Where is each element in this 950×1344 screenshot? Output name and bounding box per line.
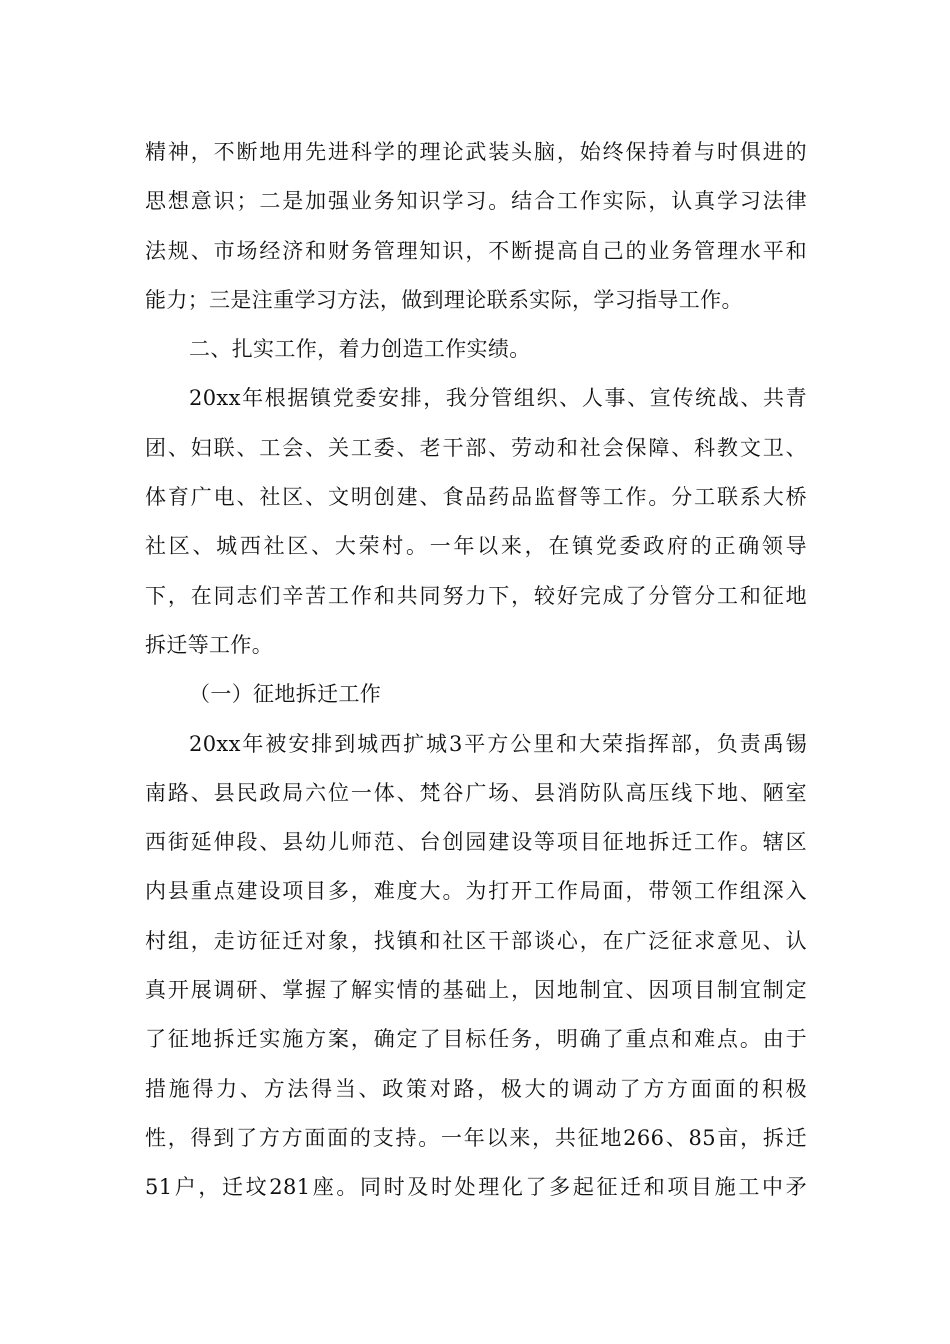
section-heading: 二、扎实工作，着力创造工作实绩。 [189, 337, 531, 362]
paragraph-line: 西街延伸段、县幼儿师范、台创园建设等项目征地拆迁工作。辖区 [145, 830, 807, 855]
paragraph-line: 精神，不断地用先进科学的理论武装头脑，始终保持着与时俱进的 [145, 140, 807, 164]
paragraph-line: 性，得到了方方面面的支持。一年以来，共征地266、85亩，拆迁 [145, 1125, 807, 1150]
paragraph-line: 51户，迁坟281座。同时及时处理化了多起征迁和项目施工中矛 [145, 1175, 807, 1200]
paragraph-line: 思想意识；二是加强业务知识学习。结合工作实际，认真学习法律 [145, 189, 807, 214]
paragraph-line: 拆迁等工作。 [145, 632, 274, 657]
document-body [145, 128, 807, 1213]
subsection-heading: （一）征地拆迁工作 [189, 682, 382, 707]
paragraph-line: 下，在同志们辛苦工作和共同努力下，较好完成了分管分工和征地 [145, 583, 807, 608]
paragraph-line: 团、妇联、工会、关工委、老干部、劳动和社会保障、科教文卫、 [145, 435, 807, 460]
paragraph-line: 村组，走访征迁对象，找镇和社区干部谈心，在广泛征求意见、认 [145, 928, 807, 953]
paragraph-line: 法规、市场经济和财务管理知识，不断提高自己的业务管理水平和 [145, 238, 807, 263]
paragraph-line: 能力；三是注重学习方法，做到理论联系实际，学习指导工作。 [145, 287, 743, 312]
paragraph-line: 内县重点建设项目多，难度大。为打开工作局面，带领工作组深入 [145, 879, 807, 904]
paragraph-line: 措施得力、方法得当、政策对路，极大的调动了方方面面的积极 [145, 1076, 807, 1101]
paragraph-line: 20xx年被安排到城西扩城3平方公里和大荣指挥部，负责禹锡 [189, 731, 807, 756]
paragraph-line: 体育广电、社区、文明创建、食品药品监督等工作。分工联系大桥 [145, 485, 807, 510]
paragraph-line: 社区、城西社区、大荣村。一年以来，在镇党委政府的正确领导 [145, 534, 807, 559]
paragraph-line: 20xx年根据镇党委安排，我分管组织、人事、宣传统战、共青 [189, 386, 807, 411]
paragraph-line: 了征地拆迁实施方案，确定了目标任务，明确了重点和难点。由于 [145, 1027, 807, 1052]
paragraph-line: 南路、县民政局六位一体、梵谷广场、县消防队高压线下地、陋室 [145, 780, 807, 805]
paragraph-line: 真开展调研、掌握了解实情的基础上，因地制宜、因项目制宜制定 [145, 978, 807, 1003]
